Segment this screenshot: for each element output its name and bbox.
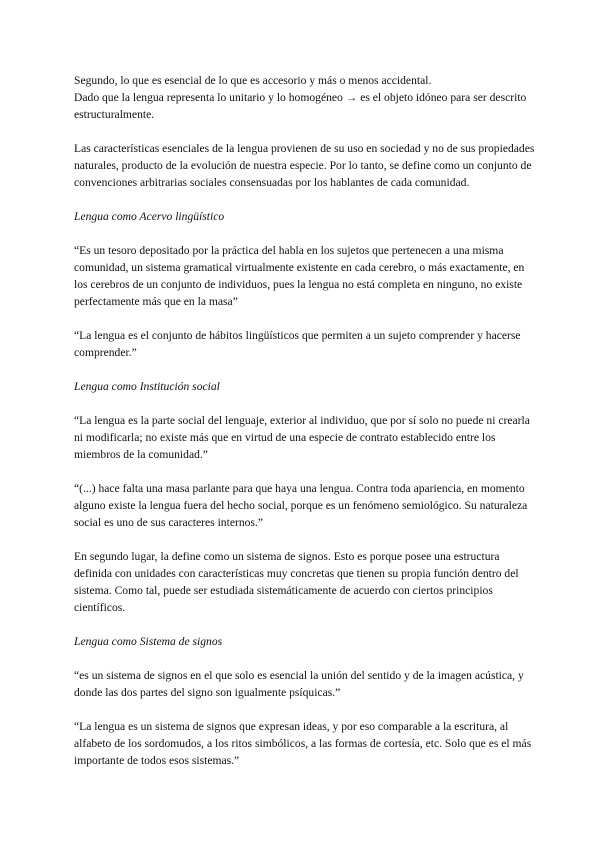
spacer — [74, 361, 536, 378]
quote-union-sentido: “es un sistema de signos en el que solo es esencial la unión del sentido y de la imagen acústica, y donde las dos partes del signo son igualmente psíquicas.” — [74, 669, 524, 699]
spacer — [74, 616, 536, 633]
paragraph-caracteristicas: Las características esenciales de la lengua provienen de su uso en sociedad y no de sus propiedades naturales, producto de la evolución de nuestra especie. Por lo tanto, se define como un conjunto de convenciones arbitrarias sociales consensuadas por los hablantes de cada comunidad. — [74, 142, 535, 189]
spacer — [74, 310, 536, 327]
heading-acervo-linguistico: Lengua como Acervo lingüístico — [74, 210, 225, 223]
paragraph-unitario: Dado que la lengua representa lo unitario y lo homogéneo → es el objeto idóneo para ser descrito estructuralmente. — [74, 91, 527, 121]
quote-habitos: “La lengua es el conjunto de hábitos lingüísticos que permiten a un sujeto comprender y hacerse comprender.” — [74, 329, 521, 359]
quote-parte-social: “La lengua es la parte social del lenguaje, exterior al individuo, que por sí solo no puede ni crearla ni modificarla; no existe más que en virtud de una especie de contrato establecido entre los miembros de la comunidad.” — [74, 414, 530, 461]
spacer — [74, 650, 536, 667]
spacer — [74, 191, 536, 208]
spacer — [74, 463, 536, 480]
paragraph-segundo: Segundo, lo que es esencial de lo que es accesorio y más o menos accidental. — [74, 74, 432, 87]
paragraph-sistema-de-signos: En segundo lugar, la define como un sistema de signos. Esto es porque posee una estructura definida con unidades con características muy concretas que tienen su propia función dentro del sistema. Como tal, puede ser estudiada sistemáticamente de acuerdo con ciertos principios científicos. — [74, 550, 519, 614]
spacer — [74, 225, 536, 242]
heading-institucion-social: Lengua como Institución social — [74, 380, 220, 393]
spacer — [74, 395, 536, 412]
quote-tesoro: “Es un tesoro depositado por la práctica del habla en los sujetos que pertenecen a una misma comunidad, un sistema gramatical virtualmente existente en cada cerebro, o más exactamente, en los cerebros de un conjunto de individuos, pues la lengua no está completa en ninguno, no existe perfectamente más que en la masa” — [74, 244, 525, 308]
spacer — [74, 531, 536, 548]
spacer — [74, 123, 536, 140]
document-page — [74, 72, 536, 769]
heading-sistema-de-signos: Lengua como Sistema de signos — [74, 635, 223, 648]
quote-sistema-ideas: “La lengua es un sistema de signos que expresan ideas, y por eso comparable a la escritura, al alfabeto de los sordomudos, a los ritos simbólicos, a las formas de cortesía, etc. Solo que es el más importante de todos esos sistemas.” — [74, 720, 532, 767]
quote-masa-parlante: “(...) hace falta una masa parlante para que haya una lengua. Contra toda apariencia, en momento alguno existe la lengua fuera del hecho social, porque es un fenómeno semiológico. Su naturaleza social es uno de sus caracteres internos.” — [74, 482, 528, 529]
spacer — [74, 701, 536, 718]
